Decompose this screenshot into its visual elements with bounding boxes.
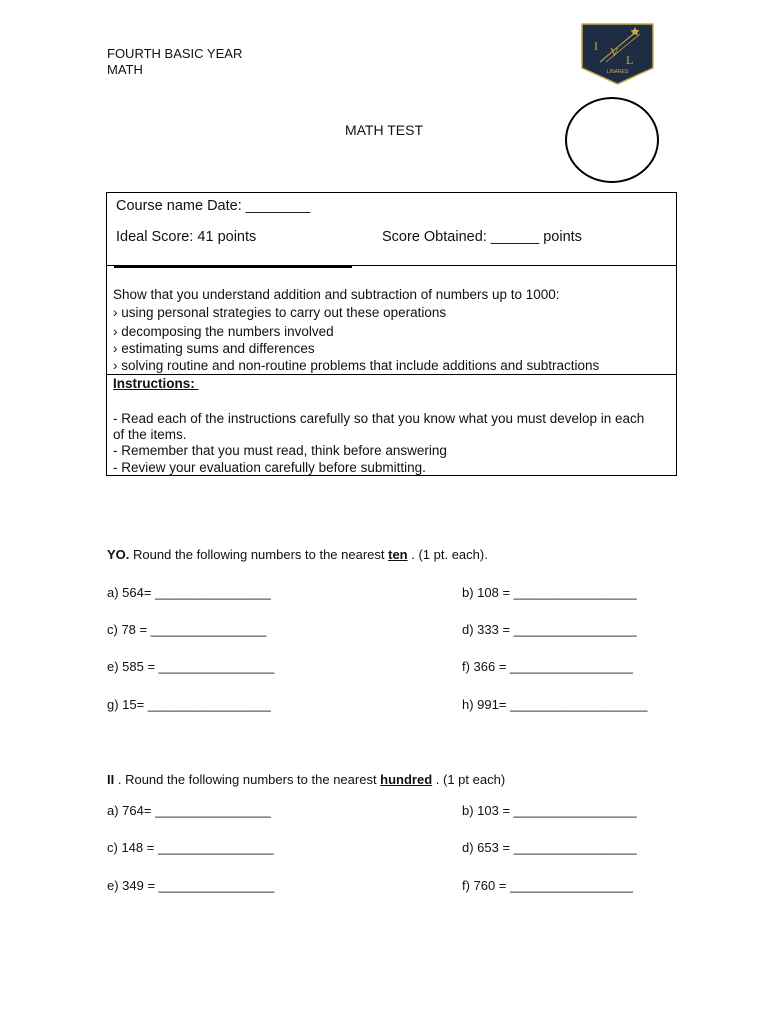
answer-item[interactable]: h) 991= ___________________ xyxy=(462,697,648,712)
section-1-label: YO. xyxy=(107,547,130,562)
instruction-line: - Read each of the instructions carefully so that you know what you must develop in each xyxy=(113,411,645,426)
answer-item[interactable]: e) 349 = ________________ xyxy=(107,878,275,893)
answer-item[interactable]: b) 103 = _________________ xyxy=(462,803,637,818)
section-1-keyword: ten xyxy=(388,547,408,562)
answer-item[interactable]: b) 108 = _________________ xyxy=(462,585,637,600)
section-2-label: II xyxy=(107,772,115,787)
section-2-keyword: hundred xyxy=(380,772,433,787)
logo-letter-v: V xyxy=(610,45,619,59)
score-obtained-field[interactable]: Score Obtained: ______ points xyxy=(382,229,582,245)
instruction-line: of the items. xyxy=(113,427,187,442)
page-title: MATH TEST xyxy=(344,122,424,138)
answer-item[interactable]: e) 585 = ________________ xyxy=(107,659,275,674)
score-circle xyxy=(565,97,659,183)
section-1-points: . (1 pt. each). xyxy=(407,547,488,562)
grade-label: FOURTH BASIC YEAR xyxy=(107,46,243,61)
objective-item: › solving routine and non-routine problems that include additions and subtractions xyxy=(113,358,600,373)
objective-item: › decomposing the numbers involved xyxy=(113,324,334,339)
answer-item[interactable]: f) 366 = _________________ xyxy=(462,659,633,674)
answer-item[interactable]: c) 78 = ________________ xyxy=(107,622,267,637)
objective-item: › using personal strategies to carry out these operations xyxy=(113,305,447,320)
answer-item[interactable]: d) 333 = _________________ xyxy=(462,622,637,637)
section-2-text: . Round the following numbers to the nearest xyxy=(114,772,381,787)
subject-label: MATH xyxy=(107,62,143,77)
logo-text: LINARES xyxy=(606,69,629,75)
divider xyxy=(114,266,352,268)
answer-item[interactable]: g) 15= _________________ xyxy=(107,697,271,712)
logo-letter-l: L xyxy=(626,53,634,67)
course-name-date-field[interactable]: Course name Date: ________ xyxy=(116,198,311,214)
answer-item[interactable]: d) 653 = _________________ xyxy=(462,840,637,855)
answer-item[interactable]: a) 764= ________________ xyxy=(107,803,271,818)
instruction-line: - Remember that you must read, think before answering xyxy=(113,443,447,458)
section-2-heading xyxy=(107,772,505,787)
school-logo xyxy=(580,22,655,86)
section-1-text: Round the following numbers to the nearest xyxy=(129,547,389,562)
info-box xyxy=(106,192,677,476)
answer-item[interactable]: f) 760 = _________________ xyxy=(462,878,633,893)
logo-letter-i: I xyxy=(594,39,598,53)
answer-item[interactable]: a) 564= ________________ xyxy=(107,585,271,600)
ideal-score: Ideal Score: 41 points xyxy=(116,229,257,245)
instructions-label: Instructions: xyxy=(113,376,199,391)
objective-intro: Show that you understand addition and subtraction of numbers up to 1000: xyxy=(113,287,560,302)
section-2-points: . (1 pt each) xyxy=(432,772,506,787)
section-1-heading xyxy=(107,547,488,562)
answer-item[interactable]: c) 148 = ________________ xyxy=(107,840,274,855)
objective-item: › estimating sums and differences xyxy=(113,341,315,356)
instruction-line: - Review your evaluation carefully before submitting. xyxy=(113,460,426,475)
